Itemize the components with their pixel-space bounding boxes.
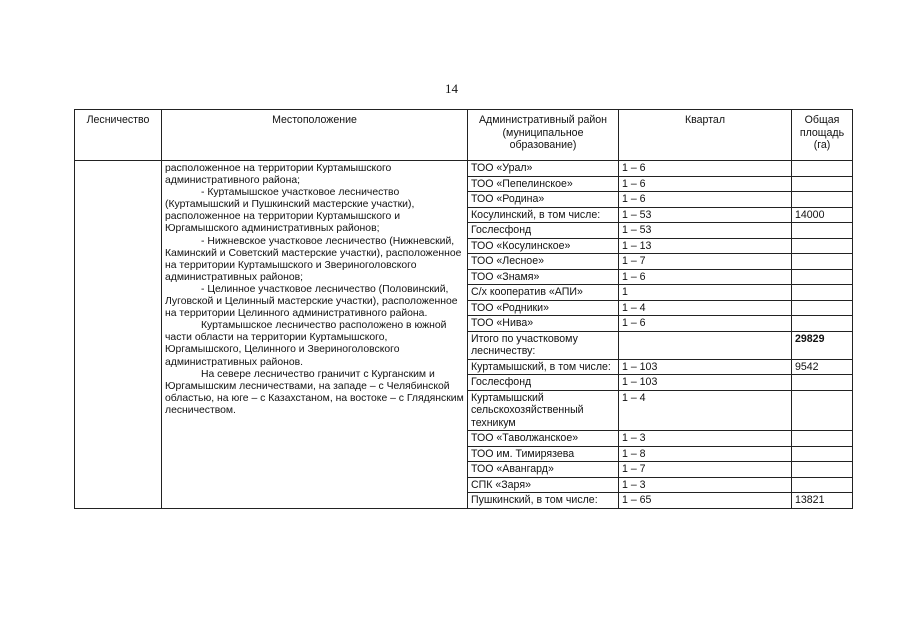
area-cell <box>792 285 853 301</box>
area-cell <box>792 375 853 391</box>
area-cell <box>792 390 853 431</box>
quarter-cell: 1 – 7 <box>619 254 792 270</box>
area-cell <box>792 269 853 285</box>
quarter-cell: 1 – 6 <box>619 192 792 208</box>
district-cell: ТОО «Родина» <box>468 192 619 208</box>
area-cell <box>792 462 853 478</box>
district-cell: ТОО «Знамя» <box>468 269 619 285</box>
district-cell: Гослесфонд <box>468 223 619 239</box>
area-cell <box>792 192 853 208</box>
description-paragraph: расположенное на территории Куртамышского административного района; <box>165 163 392 187</box>
area-cell <box>792 238 853 254</box>
district-cell: СПК «Заря» <box>468 477 619 493</box>
description-paragraph: - Куртамышское участковое лесничество (Куртамышский и Пушкинский мастерские участки), расположенное на территории Куртамышского и Юргамышского административных районов; <box>165 187 415 235</box>
description-paragraph: На севере лесничество граничит с Курганским и Юргамышским лесничествами, на западе – с Челябинской областью, на юге – с Казахстаном, на востоке – с Глядянским лесничеством. <box>165 368 464 416</box>
header-quarter: Квартал <box>619 110 792 161</box>
quarter-cell: 1 – 6 <box>619 316 792 332</box>
area-cell <box>792 176 853 192</box>
district-cell: ТОО «Родники» <box>468 300 619 316</box>
quarter-cell: 1 – 6 <box>619 161 792 177</box>
district-cell: Итого по участковому лесничеству: <box>468 331 619 359</box>
header-location: Местоположение <box>162 110 468 161</box>
district-cell: Куртамышский, в том числе: <box>468 359 619 375</box>
description-paragraph: - Нижневское участковое лесничество (Нижневский, Каминский и Советский мастерские участки), расположенное на территории Куртамышского и Звериноголовского административных районов; <box>165 235 462 283</box>
quarter-cell: 1 – 65 <box>619 493 792 509</box>
district-cell: ТОО им. Тимирязева <box>468 446 619 462</box>
quarter-cell: 1 – 53 <box>619 223 792 239</box>
area-cell <box>792 431 853 447</box>
district-cell: ТОО «Урал» <box>468 161 619 177</box>
district-cell: ТОО «Лесное» <box>468 254 619 270</box>
table-row <box>75 161 853 177</box>
quarter-cell: 1 – 103 <box>619 375 792 391</box>
description-paragraph: - Целинное участковое лесничество (Половинский, Луговской и Целинный мастерские участки), расположенное на территории Целинного административного района. <box>165 283 458 320</box>
area-cell <box>792 316 853 332</box>
quarter-cell <box>619 331 792 359</box>
quarter-cell: 1 – 13 <box>619 238 792 254</box>
location-description <box>162 161 468 509</box>
quarter-cell: 1 – 53 <box>619 207 792 223</box>
area-cell <box>792 161 853 177</box>
area-cell: 9542 <box>792 359 853 375</box>
quarter-cell: 1 <box>619 285 792 301</box>
quarter-cell: 1 – 3 <box>619 431 792 447</box>
district-cell: Пушкинский, в том числе: <box>468 493 619 509</box>
area-cell <box>792 223 853 239</box>
quarter-cell: 1 – 3 <box>619 477 792 493</box>
area-cell <box>792 300 853 316</box>
header-area: Общая площадь (га) <box>792 110 853 161</box>
area-cell: 29829 <box>792 331 853 359</box>
quarter-cell: 1 – 103 <box>619 359 792 375</box>
forestry-cell <box>75 161 162 509</box>
table-header-row <box>75 110 853 161</box>
quarter-cell: 1 – 4 <box>619 390 792 431</box>
table-body <box>75 161 853 509</box>
area-cell: 13821 <box>792 493 853 509</box>
quarter-cell: 1 – 6 <box>619 269 792 285</box>
area-cell: 14000 <box>792 207 853 223</box>
district-cell: ТОО «Косулинское» <box>468 238 619 254</box>
quarter-cell: 1 – 7 <box>619 462 792 478</box>
header-district: Административный район (муниципальное образование) <box>468 110 619 161</box>
district-cell: Гослесфонд <box>468 375 619 391</box>
forestry-table <box>74 109 853 509</box>
district-cell: ТОО «Пепелинское» <box>468 176 619 192</box>
area-cell <box>792 477 853 493</box>
district-cell: Косулинский, в том числе: <box>468 207 619 223</box>
description-paragraph: Куртамышское лесничество расположено в южной части области на территории Куртамышского, Юргамышского, Целинного и Звериноголовского административных районов. <box>165 320 447 368</box>
district-cell: ТОО «Таволжанское» <box>468 431 619 447</box>
quarter-cell: 1 – 4 <box>619 300 792 316</box>
district-cell: Куртамышский сельскохозяйственный техникум <box>468 390 619 431</box>
quarter-cell: 1 – 8 <box>619 446 792 462</box>
district-cell: ТОО «Авангард» <box>468 462 619 478</box>
area-cell <box>792 446 853 462</box>
quarter-cell: 1 – 6 <box>619 176 792 192</box>
page-number: 14 <box>445 81 458 96</box>
district-cell: С/х кооператив «АПИ» <box>468 285 619 301</box>
area-cell <box>792 254 853 270</box>
district-cell: ТОО «Нива» <box>468 316 619 332</box>
header-forestry: Лесничество <box>75 110 162 161</box>
